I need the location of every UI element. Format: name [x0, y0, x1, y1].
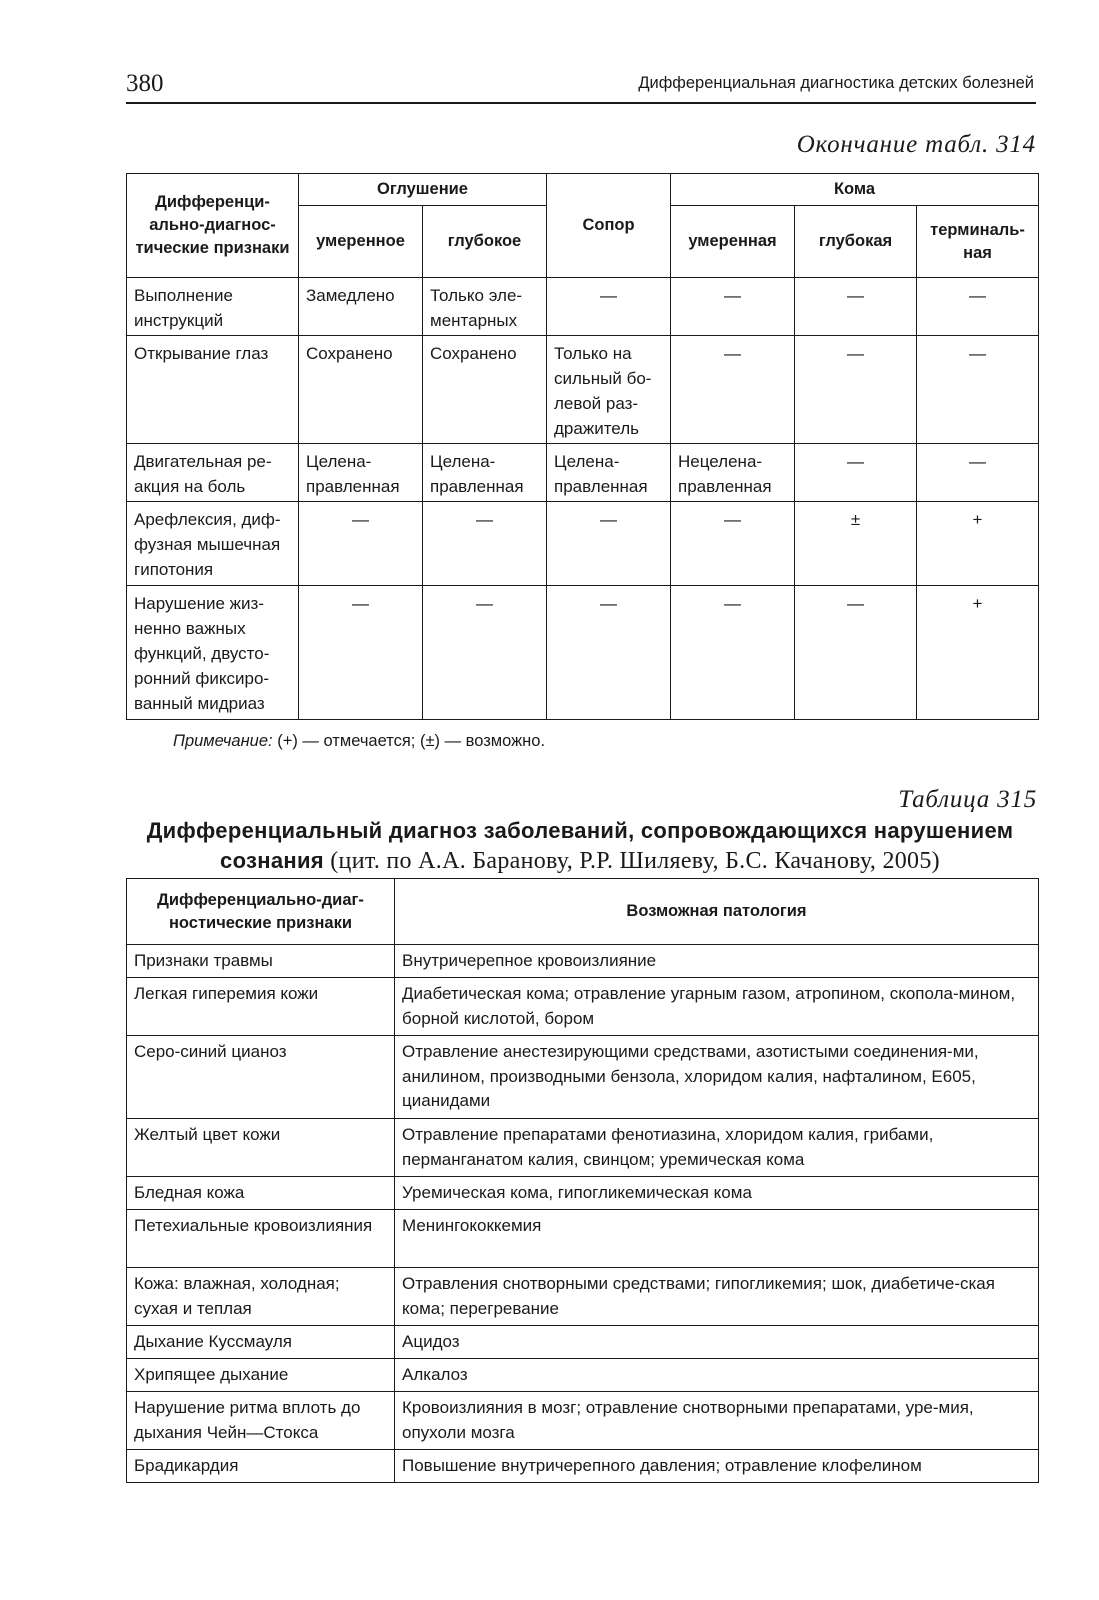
- cell-coma-moderate: —: [671, 278, 795, 336]
- cell-sign: Дыхание Куссмауля: [127, 1326, 395, 1359]
- page-number: 380: [126, 70, 164, 97]
- cell-pathology: Внутричерепное кровоизлияние: [395, 945, 1039, 978]
- cell-coma-terminal: +: [917, 502, 1039, 586]
- cell-stun-moderate: —: [299, 502, 423, 586]
- table-row: [127, 1450, 1039, 1483]
- cell-sign: Бледная кожа: [127, 1177, 395, 1210]
- table-315: [126, 878, 1039, 1483]
- table-row: [127, 978, 1039, 1036]
- cell-sign: Нарушение жиз-ненно важных функций, двусто-ронний фиксиро-ванный мидриаз: [127, 586, 299, 720]
- cell-pathology: Диабетическая кома; отравление угарным газом, атропином, скопола-мином, борной кислотой, бором: [395, 978, 1039, 1036]
- cell-pathology: Отравления снотворными средствами; гипогликемия; шок, диабетиче-ская кома; перегревание: [395, 1268, 1039, 1326]
- cell-pathology: Кровоизлияния в мозг; отравление снотворными препаратами, уре-мия, опухоли мозга: [395, 1392, 1039, 1450]
- cell-coma-deep: —: [795, 586, 917, 720]
- cell-sign: Кожа: влажная, холодная; сухая и теплая: [127, 1268, 395, 1326]
- table-315-label: Таблица 315: [898, 786, 1037, 813]
- cell-sign: Брадикардия: [127, 1450, 395, 1483]
- cell-coma-moderate: —: [671, 586, 795, 720]
- cell-sign: Нарушение ритма вплоть до дыхания Чейн—Стокса: [127, 1392, 395, 1450]
- table-315-title: [120, 816, 1040, 876]
- table-row: [127, 1177, 1039, 1210]
- table-row: [127, 1268, 1039, 1326]
- header-coma-terminal: терминаль-ная: [917, 206, 1039, 278]
- cell-sign: Двигательная ре-акция на боль: [127, 444, 299, 502]
- cell-sopor: Целена-правленная: [547, 444, 671, 502]
- note-text: (+) — отмечается; (±) — возможно.: [272, 732, 546, 750]
- header-pathology: Возможная патология: [395, 879, 1039, 945]
- cell-stun-deep: Сохранено: [423, 336, 547, 444]
- table-row: [127, 1119, 1039, 1177]
- header-coma-moderate: умеренная: [671, 206, 795, 278]
- cell-stun-moderate: Замедлено: [299, 278, 423, 336]
- cell-sign: Легкая гиперемия кожи: [127, 978, 395, 1036]
- cell-sopor: —: [547, 586, 671, 720]
- cell-pathology: Уремическая кома, гипогликемическая кома: [395, 1177, 1039, 1210]
- cell-sign: Открывание глаз: [127, 336, 299, 444]
- cell-stun-deep: Только эле-ментарных: [423, 278, 547, 336]
- cell-pathology: Отравление препаратами фенотиазина, хлоридом калия, грибами, перманганатом калия, свинцом; уремическая кома: [395, 1119, 1039, 1177]
- table-row: [127, 1036, 1039, 1119]
- cell-sign: Выполнение инструкций: [127, 278, 299, 336]
- cell-pathology: Повышение внутричерепного давления; отравление клофелином: [395, 1450, 1039, 1483]
- header-stun-deep: глубокое: [423, 206, 547, 278]
- header-sign: Дифференциально-диаг-ностические признаки: [127, 879, 395, 945]
- cell-coma-moderate: Нецелена-правленная: [671, 444, 795, 502]
- cell-coma-terminal: —: [917, 444, 1039, 502]
- cell-coma-deep: ±: [795, 502, 917, 586]
- header-stun: Оглушение: [299, 174, 547, 206]
- cell-sopor: —: [547, 502, 671, 586]
- table-row: [127, 278, 1039, 336]
- table-row: [127, 502, 1039, 586]
- cell-pathology: Ацидоз: [395, 1326, 1039, 1359]
- table-315-title-citation: (цит. по А.А. Баранову, Р.Р. Шиляеву, Б.С. Качанову, 2005): [323, 848, 940, 874]
- cell-sopor: Только на сильный бо-левой раз-дражитель: [547, 336, 671, 444]
- note-label: Примечание:: [173, 732, 273, 750]
- table-row: [127, 945, 1039, 978]
- header-sign: Дифференци-ально-диагнос-тические признаки: [127, 174, 299, 278]
- cell-stun-moderate: —: [299, 586, 423, 720]
- table-row: [127, 336, 1039, 444]
- cell-coma-deep: —: [795, 444, 917, 502]
- table-314: [126, 173, 1039, 720]
- table-row: [127, 586, 1039, 720]
- header-coma: Кома: [671, 174, 1039, 206]
- cell-stun-deep: Целена-правленная: [423, 444, 547, 502]
- cell-coma-deep: —: [795, 336, 917, 444]
- table-314-note: [173, 732, 545, 751]
- cell-coma-terminal: +: [917, 586, 1039, 720]
- cell-coma-terminal: —: [917, 278, 1039, 336]
- page-header: [126, 70, 1036, 104]
- cell-sopor: —: [547, 278, 671, 336]
- header-stun-moderate: умеренное: [299, 206, 423, 278]
- cell-coma-moderate: —: [671, 336, 795, 444]
- header-coma-deep: глубокая: [795, 206, 917, 278]
- cell-coma-deep: —: [795, 278, 917, 336]
- cell-sign: Хрипящее дыхание: [127, 1359, 395, 1392]
- cell-sign: Арефлексия, диф-фузная мышечная гипотония: [127, 502, 299, 586]
- table-row: [127, 1326, 1039, 1359]
- cell-pathology: Отравление анестезирующими средствами, азотистыми соединения-ми, анилином, производными бензола, хлоридом калия, нафталином, Е605, цианидами: [395, 1036, 1039, 1119]
- cell-sign: Петехиальные кровоизлияния: [127, 1210, 395, 1268]
- table-314-continuation-label: Окончание табл. 314: [796, 131, 1036, 158]
- table-315-title-bold: Дифференциальный диагноз заболеваний, сопровождающихся нарушением сознания: [146, 818, 1014, 873]
- cell-stun-moderate: Целена-правленная: [299, 444, 423, 502]
- running-title: Дифференциальная диагностика детских болезней: [638, 74, 1034, 92]
- cell-sign: Желтый цвет кожи: [127, 1119, 395, 1177]
- cell-pathology: Менингококкемия: [395, 1210, 1039, 1268]
- header-sopor: Сопор: [547, 174, 671, 278]
- table-row: [127, 1359, 1039, 1392]
- cell-stun-moderate: Сохранено: [299, 336, 423, 444]
- table-row: [127, 1392, 1039, 1450]
- cell-pathology: Алкалоз: [395, 1359, 1039, 1392]
- cell-sign: Серо-синий цианоз: [127, 1036, 395, 1119]
- cell-stun-deep: —: [423, 586, 547, 720]
- cell-coma-moderate: —: [671, 502, 795, 586]
- table-row: [127, 444, 1039, 502]
- cell-coma-terminal: —: [917, 336, 1039, 444]
- cell-stun-deep: —: [423, 502, 547, 586]
- table-row: [127, 1210, 1039, 1268]
- cell-sign: Признаки травмы: [127, 945, 395, 978]
